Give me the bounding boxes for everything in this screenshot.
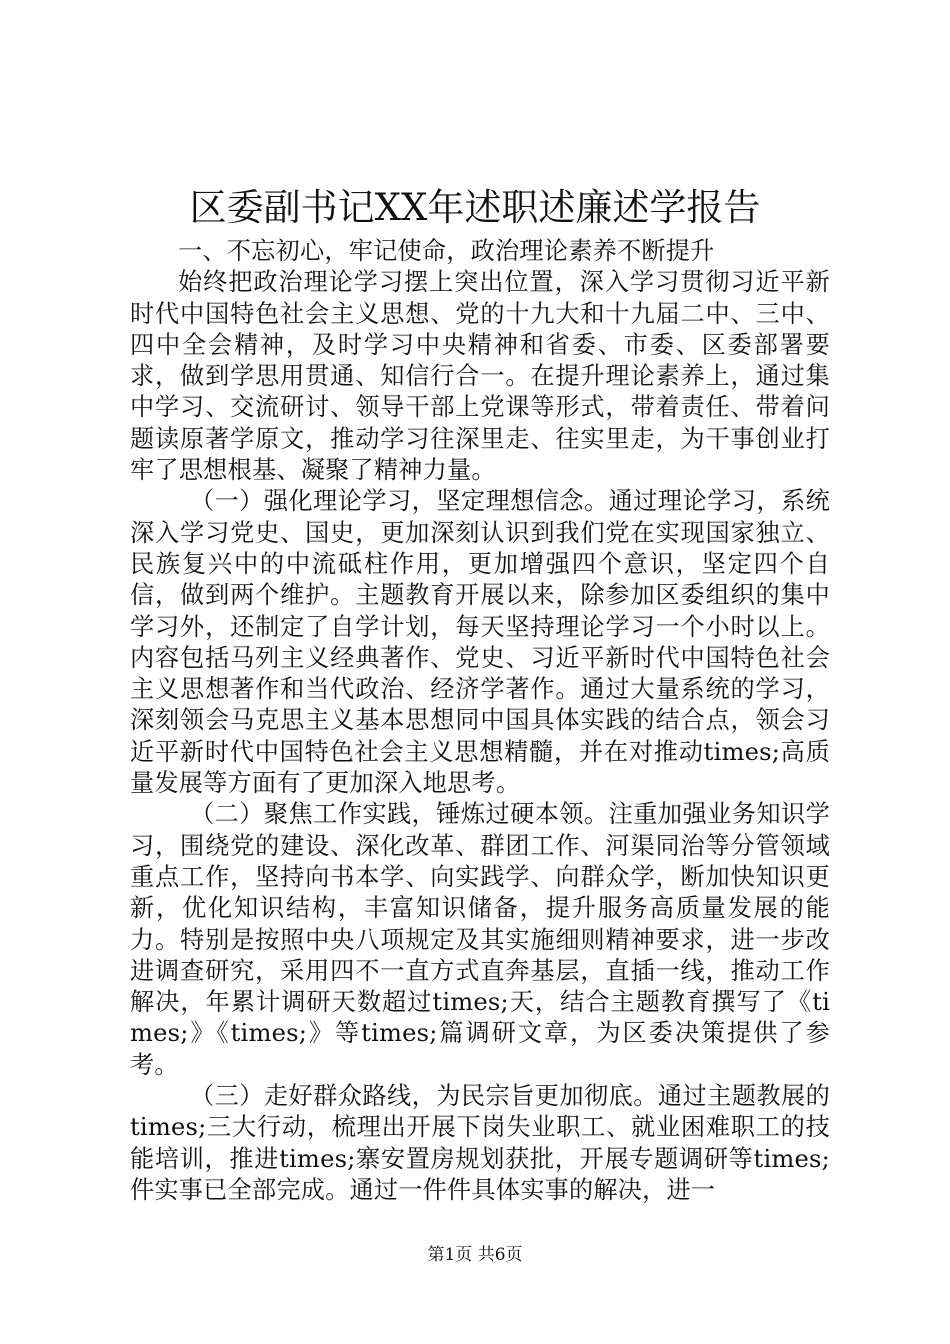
page-number-footer: 第1页 共6页 bbox=[427, 1245, 523, 1265]
paragraph-subsection-3: （三）走好群众路线，为民宗旨更加彻底。通过主题教展的times;三大行动，梳理出开展下岗失业职工、就业困难职工的技能培训，推进times;寨安置房规划获批，开展专题调研等times;件实事已全部完成。通过一件件具体实事的解决，进一 bbox=[130, 1082, 830, 1204]
paragraph-subsection-2: （二）聚焦工作实践，锤炼过硬本领。注重加强业务知识学习，围绕党的建设、深化改革、群团工作、河渠同治等分管领域重点工作，坚持向书本学、向实践学、向群众学，断加快知识更新，优化知识结构，丰富知识储备，提升服务高质量发展的能力。特别是按照中央八项规定及其实施细则精神要求，进一步改进调查研究，采用四不一直方式直奔基层，直插一线，推动工作解决，年累计调研天数超过times;天，结合主题教育撰写了《times;》《times;》等times;篇调研文章，为区委决策提供了参考。 bbox=[130, 800, 830, 1079]
section-heading: 一、不忘初心，牢记使命，政治理论素养不断提升 bbox=[178, 237, 715, 265]
paragraph-subsection-1: （一）强化理论学习，坚定理想信念。通过理论学习，系统深入学习党史、国史，更加深刻认识到我们党在实现国家独立、民族复兴中的中流砥柱作用，更加增强四个意识，坚定四个自信，做到两个维护。主题教育开展以来，除参加区委组织的集中学习外，还制定了自学计划，每天坚持理论学习一个小时以上。内容包括马列主义经典著作、党史、习近平新时代中国特色社会主义思想著作和当代政治、经济学著作。通过大量系统的学习，深刻领会马克思主义基本思想同中国具体实践的结合点，领会习近平新时代中国特色社会主义思想精髓，并在对推动times;高质量发展等方面有了更加深入地思考。 bbox=[130, 487, 830, 798]
paragraph-intro: 始终把政治理论学习摆上突出位置，深入学习贯彻习近平新时代中国特色社会主义思想、党的十九大和十九届二中、三中、四中全会精神，及时学习中央精神和省委、市委、区委部署要求，做到学思用贯通、知信行合一。在提升理论素养上，通过集中学习、交流研讨、领导干部上党课等形式，带着责任、带着问题读原著学原文，推动学习往深里走、往实里走，为干事创业打牢了思想根基、凝聚了精神力量。 bbox=[130, 268, 830, 485]
document-body bbox=[130, 236, 830, 1206]
document-title: 区委副书记XX年述职述廉述学报告 bbox=[189, 186, 761, 229]
